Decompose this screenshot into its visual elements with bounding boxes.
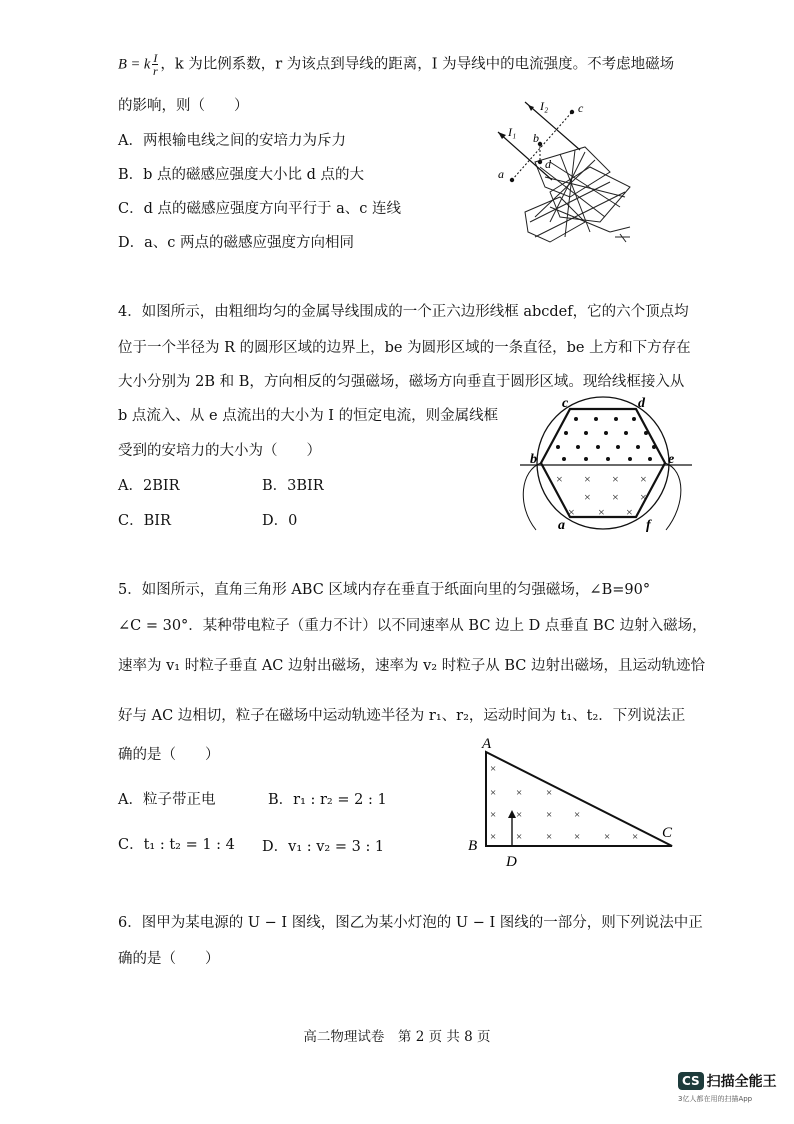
scanner-tagline: 3亿人都在用的扫描App [678,1095,753,1103]
q5-stem-line-4: 好与 AC 边相切，粒子在磁场中运动轨迹半径为 r₁、r₂，运动时间为 t₁、t₂．下列说法正 [118,708,686,724]
svg-text:×: × [546,831,553,843]
label-f: f [646,518,651,533]
svg-text:×: × [612,472,619,486]
svg-text:×: × [640,472,647,486]
svg-text:×: × [612,490,619,504]
q4-stem-line-4: b 点流入、从 e 点流出的大小为 I 的恒定电流，则金属线框 [118,408,499,424]
svg-text:×: × [516,809,523,821]
q5-option-d: D．v₁ : v₂ = 3 : 1 [262,839,385,855]
field-dots [556,417,656,461]
q5-figure [462,734,692,874]
svg-text:×: × [574,831,581,843]
lead-e [665,463,681,530]
label-e: e [668,452,675,467]
label-b: b [533,131,539,145]
label-d: d [638,396,645,411]
svg-text:×: × [490,831,497,843]
svg-text:×: × [546,787,553,799]
svg-text:×: × [584,490,591,504]
svg-text:×: × [546,809,553,821]
q5-option-c: C．t₁ : t₂ = 1 : 4 [118,837,235,853]
svg-text:×: × [490,787,497,799]
q3-stem-end: 的影响，则（ ） [118,98,249,114]
svg-text:×: × [598,505,605,519]
q4-stem-line-3: 大小分别为 2B 和 B，方向相反的匀强磁场，磁场方向垂直于圆形区域。现给线框接入从 [118,374,685,390]
q3-formula-rest: ，k 为比例系数，r 为该点到导线的距离，I 为导线中的电流强度。不考虑地磁场 [160,56,675,73]
q5-stem-line-3: 速率为 v₁ 时粒子垂直 AC 边射出磁场，速率为 v₂ 时粒子从 BC 边射出磁场，且运动轨迹恰 [118,658,705,674]
wire-2-arrow-icon [528,105,534,111]
q3-option-b: B．b 点的磁感应强度大小比 d 点的大 [118,167,365,183]
q3-formula-lhs: B = k [118,56,151,73]
svg-text:×: × [516,831,523,843]
label-D: D [506,854,517,870]
q5-option-a: A．粒子带正电 [118,792,216,808]
svg-text:×: × [574,809,581,821]
label-B: B [468,838,478,854]
svg-text:×: × [568,505,575,519]
q3-option-d: D．a、c 两点的磁感应强度方向相同 [118,235,354,251]
q4-option-b: B．3BIR [262,478,324,494]
scanner-logo-icon: CS [678,1072,704,1090]
label-i2: I₂ [540,99,549,113]
svg-text:×: × [626,505,633,519]
q3-formula-fraction: $\frac{I}{r}$ [152,51,158,78]
label-c: c [562,396,569,411]
q4-stem-line-2: 位于一个半径为 R 的圆形区域的边界上，be 为圆形区域的一条直径，be 上方和下方存在 [118,340,691,356]
label-C: C [662,825,673,841]
page-footer: 高二物理试卷 第 2 页 共 8 页 [303,1029,491,1045]
svg-text:×: × [632,831,639,843]
q3-option-a: A．两根输电线之间的安培力为斥力 [118,133,346,149]
svg-text:×: × [640,490,647,504]
q4-stem-line-5: 受到的安培力的大小为（ ） [118,443,321,459]
svg-text:×: × [584,472,591,486]
q4-option-a: A．2BIR [118,478,180,494]
q3-formula-line [118,52,674,77]
q3-figure [490,92,650,252]
q5-option-b: B．r₁ : r₂ = 2 : 1 [268,792,387,808]
q6-stem-line-2: 确的是（ ） [118,951,220,967]
q4-option-d: D．0 [262,513,298,529]
q4-option-c: C．BIR [118,513,171,529]
q5-stem-line-5: 确的是（ ） [118,747,220,763]
scanner-watermark [678,1070,777,1091]
label-c: c [578,101,584,115]
point-a [510,178,514,182]
scanner-name: 扫描全能王 [706,1073,777,1090]
q4-figure [516,395,696,535]
q5-stem-line-1: 5．如图所示，直角三角形 ABC 区域内存在垂直于纸面向里的匀强磁场，∠B=90° [118,582,651,598]
label-b: b [530,452,537,467]
svg-text:×: × [604,831,611,843]
svg-text:×: × [556,472,563,486]
label-A: A [482,736,492,752]
q6-stem-line-1: 6．图甲为某电源的 U − I 图线，图乙为某小灯泡的 U − I 图线的一部分，则下列说法中正 [118,915,703,931]
q3-option-c: C．d 点的磁感应强度方向平行于 a、c 连线 [118,201,401,217]
svg-text:×: × [516,787,523,799]
label-d: d [545,157,551,171]
label-i1: I₁ [508,125,517,139]
point-d [538,160,542,164]
svg-text:×: × [490,763,497,775]
svg-text:×: × [490,809,497,821]
label-a: a [558,518,565,533]
q5-stem-line-2: ∠C = 30°．某种带电粒子（重力不计）以不同速率从 BC 边上 D 点垂直 BC 边射入磁场， [118,618,707,634]
label-a: a [498,167,504,181]
wire-1 [498,132,552,180]
q4-stem-line-1: 4．如图所示，由粗细均匀的金属导线围成的一个正六边形线框 abcdef，它的六个顶点均 [118,304,689,320]
field-crosses [556,472,647,519]
point-c [570,110,574,114]
velocity-arrow-icon [508,810,516,818]
